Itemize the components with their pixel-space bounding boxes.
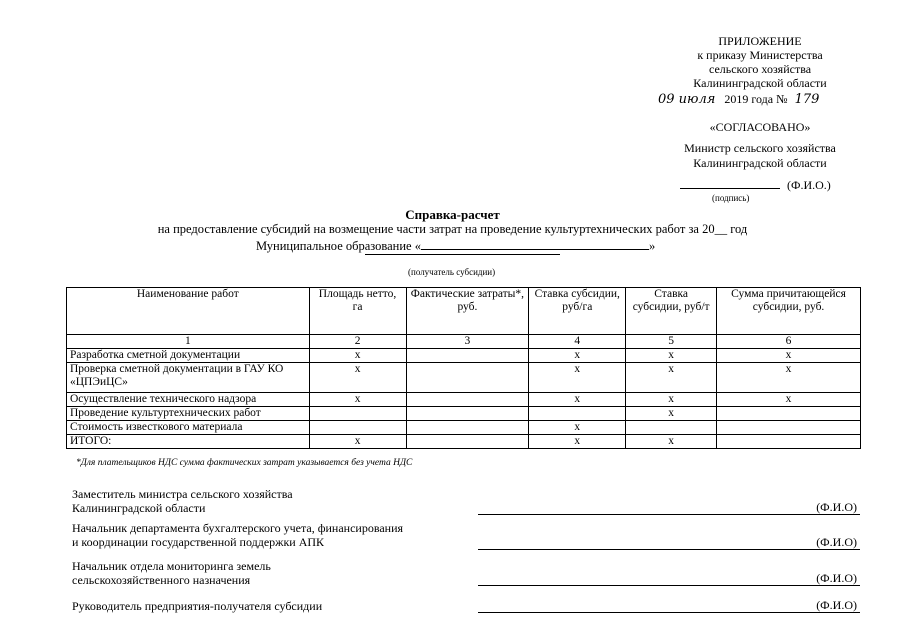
- order-year: 2019 года №: [724, 92, 788, 106]
- table-cell: x: [626, 407, 717, 421]
- table-cell: [717, 407, 861, 421]
- signature-label: Руководитель предприятия-получателя субсидии: [72, 599, 323, 613]
- table-header-row: [67, 288, 861, 335]
- table-cell: x: [717, 363, 861, 393]
- signature-line: [478, 514, 860, 515]
- table-cell: x: [529, 393, 626, 407]
- municipality-blank: [421, 237, 649, 250]
- appendix-line: Калининградской области: [693, 76, 827, 90]
- fio-label: (Ф.И.О): [816, 571, 857, 585]
- fio-label: (Ф.И.О): [816, 535, 857, 549]
- table-cell: x: [626, 349, 717, 363]
- column-number: 4: [529, 335, 626, 349]
- approval-signature-line: [680, 177, 831, 193]
- header-cell: Наименование работ: [67, 288, 310, 335]
- work-name: Стоимость известкового материала: [67, 421, 310, 435]
- work-name: ИТОГО:: [67, 435, 310, 449]
- header-cell: Площадь нетто, га: [309, 288, 406, 335]
- table-cell: x: [529, 435, 626, 449]
- municipality-close: »: [648, 239, 656, 253]
- table-cell: x: [529, 421, 626, 435]
- work-name: Осуществление технического надзора: [67, 393, 310, 407]
- signature-label: Начальник отдела мониторинга земель сельскохозяйственного назначения: [72, 559, 271, 587]
- table-cell: [406, 435, 529, 449]
- doc-title: Справка-расчет: [405, 207, 500, 222]
- table-row: [67, 407, 861, 421]
- signature-line: [478, 549, 860, 550]
- table-cell: x: [529, 363, 626, 393]
- table-cell: x: [309, 435, 406, 449]
- signature-blank: [680, 177, 780, 189]
- table-cell: [717, 421, 861, 435]
- table-row: [67, 421, 861, 435]
- approval-line: Калининградской области: [693, 156, 827, 170]
- order-date-line: [658, 92, 888, 107]
- table-cell: x: [626, 435, 717, 449]
- doc-subtitle: на предоставление субсидий на возмещение части затрат на проведение культуртехнических работ за 20__ год: [157, 222, 748, 236]
- footnote: *Для плательщиков НДС сумма фактических затрат указывается без учета НДС: [76, 458, 413, 468]
- approval-line: Министр сельского хозяйства: [684, 141, 836, 155]
- recipient-line: [365, 254, 560, 255]
- municipality-label: Муниципальное образование «: [256, 239, 421, 253]
- work-name: Проверка сметной документации в ГАУ КО «ЦПЭиЦС»: [67, 363, 310, 393]
- table-number-row: [67, 335, 861, 349]
- column-number: 5: [626, 335, 717, 349]
- table-cell: [406, 363, 529, 393]
- table-row: [67, 363, 861, 393]
- signature-caption: (подпись): [712, 193, 750, 203]
- calculation-table: [66, 287, 861, 449]
- appendix-block: [640, 34, 880, 90]
- appendix-line: сельского хозяйства: [708, 62, 812, 76]
- work-name: Проведение культуртехнических работ: [67, 407, 310, 421]
- signature-line: [478, 612, 860, 613]
- table-cell: x: [529, 349, 626, 363]
- table-row-total: [67, 435, 861, 449]
- table-cell: [309, 421, 406, 435]
- column-number: 2: [309, 335, 406, 349]
- table-cell: x: [717, 349, 861, 363]
- table-cell: [717, 435, 861, 449]
- table-cell: x: [309, 393, 406, 407]
- header-cell: Ставка субсидии, руб/га: [529, 288, 626, 335]
- handwritten-order-number: 179: [794, 92, 820, 107]
- approval-title: «СОГЛАСОВАНО»: [709, 120, 811, 134]
- table-cell: [406, 393, 529, 407]
- table-cell: [309, 407, 406, 421]
- header-cell: Ставка субсидии, руб/т: [626, 288, 717, 335]
- recipient-caption: (получатель субсидии): [408, 267, 496, 277]
- signature-label: Заместитель министра сельского хозяйства Калининградской области: [72, 487, 293, 515]
- handwritten-date: 09 июля: [658, 92, 716, 107]
- appendix-title: ПРИЛОЖЕНИЕ: [718, 34, 802, 48]
- table-cell: x: [309, 363, 406, 393]
- table-cell: x: [626, 363, 717, 393]
- column-number: 6: [717, 335, 861, 349]
- approval-block: [650, 120, 870, 171]
- header-cell: Фактические затраты*, руб.: [406, 288, 529, 335]
- table-cell: [406, 407, 529, 421]
- table-cell: [406, 421, 529, 435]
- work-name: Разработка сметной документации: [67, 349, 310, 363]
- signature-line: [478, 585, 860, 586]
- table-cell: x: [717, 393, 861, 407]
- column-number: 1: [67, 335, 310, 349]
- table-cell: [406, 349, 529, 363]
- table-row: [67, 349, 861, 363]
- table-row: [67, 393, 861, 407]
- approval-fio: (Ф.И.О.): [787, 178, 831, 192]
- table-cell: x: [309, 349, 406, 363]
- table-cell: [626, 421, 717, 435]
- signature-label: Начальник департамента бухгалтерского учета, финансирования и координации государственной поддержки АПК: [72, 521, 404, 549]
- municipality-line: [256, 237, 655, 254]
- fio-label: (Ф.И.О): [816, 500, 857, 514]
- header-cell: Сумма причитающейся субсидии, руб.: [717, 288, 861, 335]
- table-cell: x: [626, 393, 717, 407]
- appendix-line: к приказу Министерства: [697, 48, 823, 62]
- column-number: 3: [406, 335, 529, 349]
- fio-label: (Ф.И.О): [816, 598, 857, 612]
- table-cell: [529, 407, 626, 421]
